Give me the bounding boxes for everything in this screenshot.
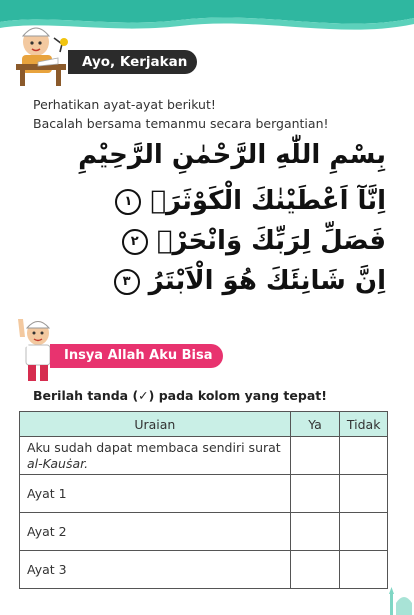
basmalah-text: بِسْمِ اللّٰهِ الرَّحْمٰنِ الرَّحِيْمِ xyxy=(78,140,386,170)
instruction-line-2: Bacalah bersama temanmu secara bergantian! xyxy=(33,116,329,131)
section-banner-ayo-kerjakan: Ayo, Kerjakan xyxy=(68,50,197,74)
row-1-tidak-cell[interactable] xyxy=(340,437,388,475)
row-4-ya-cell[interactable] xyxy=(290,551,340,589)
verse-2-number: ٢ xyxy=(122,229,148,255)
row-1-italic: al-Kauṡar. xyxy=(27,455,89,471)
table-row xyxy=(20,475,388,513)
table-row xyxy=(20,513,388,551)
header-tidak: Tidak xyxy=(340,412,388,437)
verse-2-text: فَصَلِّ لِرَبِّكَ وَانْحَرْۗ xyxy=(156,226,386,256)
quran-verse-1 xyxy=(107,186,386,216)
quran-verse-2 xyxy=(114,226,386,256)
table-header-row xyxy=(20,412,388,437)
row-2-ya-cell[interactable] xyxy=(290,475,340,513)
row-4-tidak-cell[interactable] xyxy=(340,551,388,589)
row-1-uraian xyxy=(20,437,291,475)
row-4-uraian: Ayat 3 xyxy=(20,551,291,589)
table-row xyxy=(20,437,388,475)
row-3-tidak-cell[interactable] xyxy=(340,513,388,551)
row-1-text: Aku sudah dapat membaca sendiri surat xyxy=(27,439,281,455)
row-3-ya-cell[interactable] xyxy=(290,513,340,551)
row-1-ya-cell[interactable] xyxy=(290,437,340,475)
section-banner-insya-allah: Insya Allah Aku Bisa xyxy=(50,344,223,368)
instruction-line-1: Perhatikan ayat-ayat berikut! xyxy=(33,97,216,112)
mosque-silhouette-icon xyxy=(388,585,414,615)
verse-3-text: اِنَّ شَانِئَكَ هُوَ الْاَبْتَرُ xyxy=(148,266,386,296)
row-2-uraian: Ayat 1 xyxy=(20,475,291,513)
verse-3-number: ٣ xyxy=(114,269,140,295)
verse-1-number: ١ xyxy=(115,189,141,215)
studying-boy-icon xyxy=(12,22,74,88)
header-ya: Ya xyxy=(290,412,340,437)
quran-verse-3 xyxy=(106,266,386,296)
self-assessment-table xyxy=(19,411,388,589)
header-uraian: Uraian xyxy=(20,412,291,437)
verse-1-text: اِنَّآ اَعْطَيْنٰكَ الْكَوْثَرَۗ xyxy=(150,186,386,216)
row-2-tidak-cell[interactable] xyxy=(340,475,388,513)
table-row xyxy=(20,551,388,589)
row-3-uraian: Ayat 2 xyxy=(20,513,291,551)
task-instruction: Berilah tanda (✓) pada kolom yang tepat! xyxy=(33,388,327,403)
